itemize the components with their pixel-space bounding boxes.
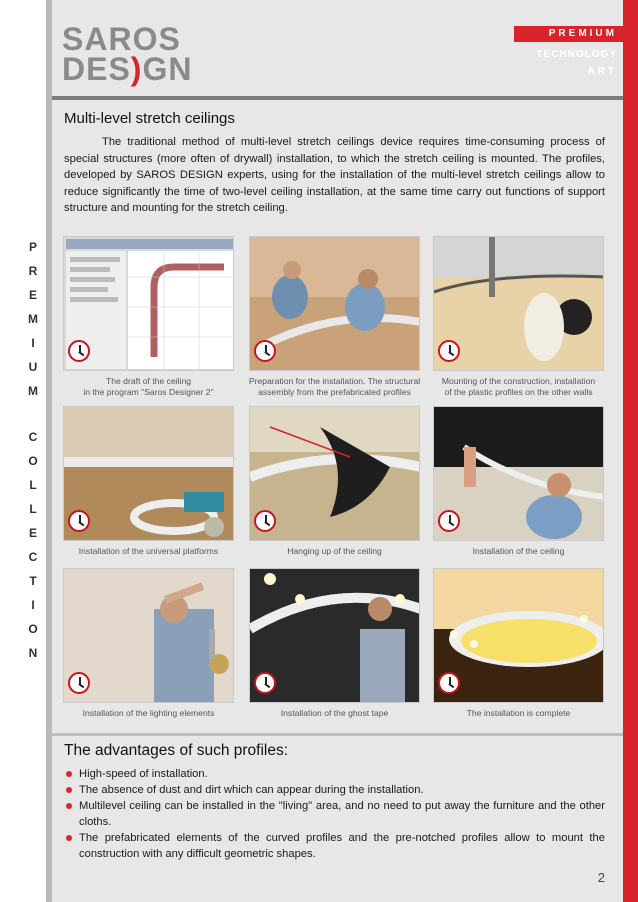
section-title: Multi-level stretch ceilings <box>64 110 235 127</box>
premium-label: PREMIUM <box>514 26 623 42</box>
saros-design-logo <box>62 21 193 87</box>
platforms-photo <box>63 406 234 541</box>
ceiling-install-photo <box>433 406 604 541</box>
collection-letter: C <box>28 550 38 564</box>
premium-letter: P <box>28 240 37 254</box>
lighting-photo <box>63 568 234 703</box>
premium-letter: R <box>28 264 38 278</box>
premium-letter: U <box>28 360 38 374</box>
advantages-title: The advantages of such profiles: <box>64 742 289 759</box>
logo-des: DES <box>62 51 131 87</box>
premium-letter: E <box>28 288 37 302</box>
collection-letter: O <box>28 622 38 636</box>
section-divider <box>52 733 623 736</box>
photo-caption: Installation of the ceiling <box>472 546 565 556</box>
art-label: ART <box>587 66 617 77</box>
collection-letter: O <box>28 454 38 468</box>
photo-caption: Mounting of the construction, installation of the plastic profiles on the other walls <box>441 376 596 397</box>
collection-letter: I <box>31 598 35 612</box>
collection-letter: C <box>28 430 38 444</box>
page-number: 2 <box>597 870 605 885</box>
clock-icon <box>254 340 276 362</box>
clock-icon <box>254 672 276 694</box>
software-screenshot <box>63 236 234 371</box>
clock-icon <box>254 510 276 532</box>
collection-letter: N <box>28 646 38 660</box>
photo-caption: Installation of the universal platforms <box>78 546 219 556</box>
logo-gn: GN <box>142 51 193 87</box>
clock-icon <box>438 672 460 694</box>
advantage-item: The prefabricated elements of the curved profiles and the pre-notched profiles allow to mount the construction with any difficult geometric shapes. <box>64 830 605 862</box>
photo-caption: The draft of the ceiling in the program "Saros Designer 2" <box>83 376 214 397</box>
header-divider <box>52 96 623 100</box>
photo-caption: Installation of the ghost tape <box>280 708 389 718</box>
advantage-item: The absence of dust and dirt which can appear during the installation. <box>64 782 605 798</box>
collection-letter: L <box>29 502 37 516</box>
photo-caption: Installation of the lighting elements <box>82 708 215 718</box>
vertical-side-title <box>26 235 40 665</box>
collection-letter: L <box>29 478 37 492</box>
logo-paren: ) <box>130 51 143 87</box>
workers-assembly-photo <box>249 236 420 371</box>
page-content <box>52 0 623 902</box>
clock-icon <box>438 510 460 532</box>
clock-icon <box>438 340 460 362</box>
clock-icon <box>68 340 90 362</box>
logo-line-2 <box>62 51 193 87</box>
intro-paragraph: The traditional method of multi-level stretch ceilings device requires time-consuming process of special structures (more often of drywall) installation, to which the stretch ceiling is mounted. The profiles, developed by SAROS DESIGN experts, using for the installation of the multi-level stretch ceilings allow to reduce significantly the time of two-level ceiling installation, at the same time carry out functions of support structure and mounting for the stretch ceiling. <box>64 136 605 214</box>
technology-label: TECHNOLOGY <box>536 49 617 60</box>
hanging-photo <box>249 406 420 541</box>
ghost-tape-photo <box>249 568 420 703</box>
clock-icon <box>68 510 90 532</box>
collection-letter: E <box>28 526 37 540</box>
photo-caption: Hanging up of the ceiling <box>287 546 382 556</box>
complete-photo <box>433 568 604 703</box>
advantage-item: Multilevel ceiling can be installed in the "living" area, and no need to put away the furniture and the other cloths. <box>64 798 605 830</box>
advantages-list <box>64 766 605 862</box>
premium-letter: M <box>28 312 38 326</box>
collection-letter: T <box>29 574 37 588</box>
mounting-photo <box>433 236 604 371</box>
photo-caption: Preparation for the installation. The structural assembly from the prefabricated profiles <box>248 376 421 397</box>
premium-letter: M <box>28 384 38 398</box>
logo-line-1: SAROS <box>62 21 181 57</box>
photo-caption: The installation is complete <box>466 708 571 718</box>
premium-letter: I <box>31 336 35 350</box>
right-red-bar <box>623 0 638 902</box>
clock-icon <box>68 672 90 694</box>
header <box>52 18 623 96</box>
advantage-item: High-speed of installation. <box>64 766 605 782</box>
